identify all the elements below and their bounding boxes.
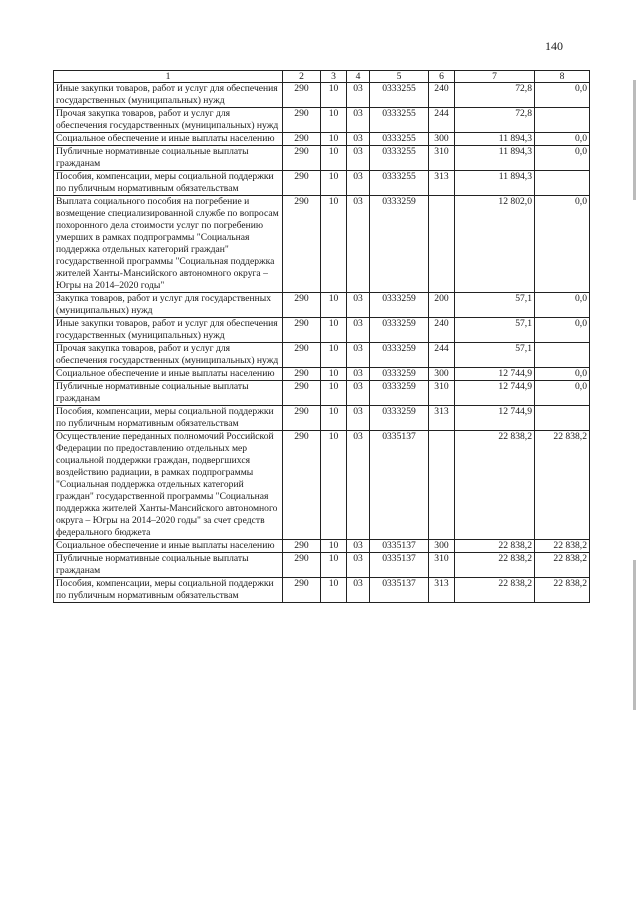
admin-code-cell: 290 bbox=[283, 171, 321, 196]
admin-code-cell: 290 bbox=[283, 196, 321, 293]
target-article-cell: 0333259 bbox=[370, 381, 429, 406]
section-cell: 10 bbox=[321, 578, 347, 603]
column-header-2: 2 bbox=[283, 71, 321, 83]
target-article-cell: 0335137 bbox=[370, 431, 429, 540]
amount-cell: 12 744,9 bbox=[455, 381, 535, 406]
budget-table bbox=[53, 70, 590, 603]
subsection-cell: 03 bbox=[347, 406, 370, 431]
subsection-cell: 03 bbox=[347, 381, 370, 406]
table-body bbox=[54, 83, 590, 603]
subvention-amount-cell: 22 838,2 bbox=[535, 578, 590, 603]
target-article-cell: 0333259 bbox=[370, 343, 429, 368]
row-name-cell: Пособия, компенсации, меры социальной поддержки по публичным нормативным обязательствам bbox=[54, 578, 283, 603]
table-row bbox=[54, 146, 590, 171]
row-name-cell: Социальное обеспечение и иные выплаты населению bbox=[54, 368, 283, 381]
section-cell: 10 bbox=[321, 293, 347, 318]
subsection-cell: 03 bbox=[347, 171, 370, 196]
subvention-amount-cell: 22 838,2 bbox=[535, 431, 590, 540]
subsection-cell: 03 bbox=[347, 133, 370, 146]
subsection-cell: 03 bbox=[347, 553, 370, 578]
scan-edge-mark bbox=[633, 560, 636, 710]
expense-type-cell bbox=[429, 431, 455, 540]
subvention-amount-cell bbox=[535, 108, 590, 133]
section-cell: 10 bbox=[321, 196, 347, 293]
column-header-6: 6 bbox=[429, 71, 455, 83]
admin-code-cell: 290 bbox=[283, 146, 321, 171]
target-article-cell: 0333259 bbox=[370, 196, 429, 293]
subvention-amount-cell: 0,0 bbox=[535, 293, 590, 318]
admin-code-cell: 290 bbox=[283, 83, 321, 108]
table-row bbox=[54, 108, 590, 133]
row-name-cell: Осуществление переданных полномочий Российской Федерации по предоставлению отдельных мер социальной поддержки граждан, подвергшихся воздействию радиации, в рамках подпрограммы "Социальная поддержка отдельных категорий граждан" государственной программы "Социальная поддержка жителей Ханты-Мансийского автономного округа – Югры на 2014–2020 годы" за счет средств федерального бюджета bbox=[54, 431, 283, 540]
admin-code-cell: 290 bbox=[283, 318, 321, 343]
row-name-cell: Прочая закупка товаров, работ и услуг для обеспечения государственных (муниципальных) нужд bbox=[54, 343, 283, 368]
amount-cell: 12 744,9 bbox=[455, 406, 535, 431]
table-row bbox=[54, 431, 590, 540]
target-article-cell: 0333259 bbox=[370, 406, 429, 431]
target-article-cell: 0333255 bbox=[370, 171, 429, 196]
expense-type-cell: 300 bbox=[429, 540, 455, 553]
subsection-cell: 03 bbox=[347, 343, 370, 368]
table-row bbox=[54, 406, 590, 431]
scan-edge-mark bbox=[633, 80, 636, 200]
column-header-4: 4 bbox=[347, 71, 370, 83]
target-article-cell: 0335137 bbox=[370, 540, 429, 553]
section-cell: 10 bbox=[321, 540, 347, 553]
expense-type-cell: 313 bbox=[429, 171, 455, 196]
expense-type-cell: 313 bbox=[429, 406, 455, 431]
row-name-cell: Пособия, компенсации, меры социальной поддержки по публичным нормативным обязательствам bbox=[54, 171, 283, 196]
admin-code-cell: 290 bbox=[283, 293, 321, 318]
amount-cell: 22 838,2 bbox=[455, 553, 535, 578]
table-row bbox=[54, 133, 590, 146]
table-row bbox=[54, 293, 590, 318]
amount-cell: 72,8 bbox=[455, 108, 535, 133]
column-header-8: 8 bbox=[535, 71, 590, 83]
row-name-cell: Пособия, компенсации, меры социальной поддержки по публичным нормативным обязательствам bbox=[54, 406, 283, 431]
amount-cell: 12 802,0 bbox=[455, 196, 535, 293]
expense-type-cell: 310 bbox=[429, 146, 455, 171]
subvention-amount-cell: 22 838,2 bbox=[535, 553, 590, 578]
subvention-amount-cell: 22 838,2 bbox=[535, 540, 590, 553]
section-cell: 10 bbox=[321, 146, 347, 171]
subvention-amount-cell: 0,0 bbox=[535, 133, 590, 146]
table-row bbox=[54, 540, 590, 553]
subvention-amount-cell: 0,0 bbox=[535, 318, 590, 343]
row-name-cell: Иные закупки товаров, работ и услуг для обеспечения государственных (муниципальных) нужд bbox=[54, 83, 283, 108]
admin-code-cell: 290 bbox=[283, 133, 321, 146]
section-cell: 10 bbox=[321, 318, 347, 343]
admin-code-cell: 290 bbox=[283, 578, 321, 603]
row-name-cell: Закупка товаров, работ и услуг для государственных (муниципальных) нужд bbox=[54, 293, 283, 318]
section-cell: 10 bbox=[321, 83, 347, 108]
expense-type-cell: 310 bbox=[429, 553, 455, 578]
expense-type-cell: 240 bbox=[429, 318, 455, 343]
amount-cell: 22 838,2 bbox=[455, 431, 535, 540]
table-row bbox=[54, 196, 590, 293]
section-cell: 10 bbox=[321, 133, 347, 146]
amount-cell: 11 894,3 bbox=[455, 171, 535, 196]
amount-cell: 57,1 bbox=[455, 293, 535, 318]
table-row bbox=[54, 381, 590, 406]
subvention-amount-cell: 0,0 bbox=[535, 146, 590, 171]
section-cell: 10 bbox=[321, 431, 347, 540]
amount-cell: 22 838,2 bbox=[455, 578, 535, 603]
expense-type-cell: 313 bbox=[429, 578, 455, 603]
row-name-cell: Публичные нормативные социальные выплаты гражданам bbox=[54, 553, 283, 578]
page-number: 140 bbox=[545, 39, 563, 53]
subvention-amount-cell bbox=[535, 343, 590, 368]
amount-cell: 22 838,2 bbox=[455, 540, 535, 553]
amount-cell: 11 894,3 bbox=[455, 133, 535, 146]
amount-cell: 57,1 bbox=[455, 318, 535, 343]
expense-type-cell: 200 bbox=[429, 293, 455, 318]
column-header-5: 5 bbox=[370, 71, 429, 83]
expense-type-cell: 240 bbox=[429, 83, 455, 108]
row-name-cell: Публичные нормативные социальные выплаты гражданам bbox=[54, 381, 283, 406]
target-article-cell: 0333255 bbox=[370, 133, 429, 146]
column-header-1: 1 bbox=[54, 71, 283, 83]
column-header-7: 7 bbox=[455, 71, 535, 83]
admin-code-cell: 290 bbox=[283, 108, 321, 133]
amount-cell: 72,8 bbox=[455, 83, 535, 108]
row-name-cell: Социальное обеспечение и иные выплаты населению bbox=[54, 133, 283, 146]
expense-type-cell: 244 bbox=[429, 108, 455, 133]
row-name-cell: Иные закупки товаров, работ и услуг для обеспечения государственных (муниципальных) нужд bbox=[54, 318, 283, 343]
subsection-cell: 03 bbox=[347, 108, 370, 133]
target-article-cell: 0333255 bbox=[370, 83, 429, 108]
table-row bbox=[54, 171, 590, 196]
expense-type-cell bbox=[429, 196, 455, 293]
subsection-cell: 03 bbox=[347, 318, 370, 343]
target-article-cell: 0333255 bbox=[370, 108, 429, 133]
subsection-cell: 03 bbox=[347, 196, 370, 293]
target-article-cell: 0335137 bbox=[370, 578, 429, 603]
subsection-cell: 03 bbox=[347, 293, 370, 318]
target-article-cell: 0335137 bbox=[370, 553, 429, 578]
table-row bbox=[54, 578, 590, 603]
subsection-cell: 03 bbox=[347, 578, 370, 603]
row-name-cell: Социальное обеспечение и иные выплаты населению bbox=[54, 540, 283, 553]
target-article-cell: 0333259 bbox=[370, 318, 429, 343]
subvention-amount-cell bbox=[535, 171, 590, 196]
admin-code-cell: 290 bbox=[283, 553, 321, 578]
target-article-cell: 0333259 bbox=[370, 368, 429, 381]
subsection-cell: 03 bbox=[347, 83, 370, 108]
expense-type-cell: 300 bbox=[429, 368, 455, 381]
subvention-amount-cell: 0,0 bbox=[535, 381, 590, 406]
subvention-amount-cell: 0,0 bbox=[535, 368, 590, 381]
admin-code-cell: 290 bbox=[283, 381, 321, 406]
table-row bbox=[54, 343, 590, 368]
amount-cell: 57,1 bbox=[455, 343, 535, 368]
subsection-cell: 03 bbox=[347, 368, 370, 381]
amount-cell: 12 744,9 bbox=[455, 368, 535, 381]
subvention-amount-cell: 0,0 bbox=[535, 196, 590, 293]
row-name-cell: Публичные нормативные социальные выплаты гражданам bbox=[54, 146, 283, 171]
amount-cell: 11 894,3 bbox=[455, 146, 535, 171]
table-row bbox=[54, 318, 590, 343]
row-name-cell: Прочая закупка товаров, работ и услуг для обеспечения государственных (муниципальных) нужд bbox=[54, 108, 283, 133]
section-cell: 10 bbox=[321, 368, 347, 381]
expense-type-cell: 310 bbox=[429, 381, 455, 406]
subsection-cell: 03 bbox=[347, 540, 370, 553]
column-header-3: 3 bbox=[321, 71, 347, 83]
row-name-cell: Выплата социального пособия на погребение и возмещение специализированной службе по вопросам похоронного дела стоимости услуг по погребению умерших в рамках подпрограммы "Социальная поддержка отдельных категорий граждан" государственной программы "Социальная поддержка жителей Ханты-Мансийского автономного округа – Югры на 2014–2020 годы" bbox=[54, 196, 283, 293]
subvention-amount-cell bbox=[535, 406, 590, 431]
section-cell: 10 bbox=[321, 171, 347, 196]
table-row bbox=[54, 553, 590, 578]
subvention-amount-cell: 0,0 bbox=[535, 83, 590, 108]
section-cell: 10 bbox=[321, 108, 347, 133]
admin-code-cell: 290 bbox=[283, 431, 321, 540]
admin-code-cell: 290 bbox=[283, 540, 321, 553]
subsection-cell: 03 bbox=[347, 146, 370, 171]
expense-type-cell: 244 bbox=[429, 343, 455, 368]
expense-type-cell: 300 bbox=[429, 133, 455, 146]
target-article-cell: 0333255 bbox=[370, 146, 429, 171]
section-cell: 10 bbox=[321, 381, 347, 406]
section-cell: 10 bbox=[321, 343, 347, 368]
table-row bbox=[54, 368, 590, 381]
table-row bbox=[54, 83, 590, 108]
target-article-cell: 0333259 bbox=[370, 293, 429, 318]
subsection-cell: 03 bbox=[347, 431, 370, 540]
admin-code-cell: 290 bbox=[283, 343, 321, 368]
section-cell: 10 bbox=[321, 406, 347, 431]
admin-code-cell: 290 bbox=[283, 368, 321, 381]
section-cell: 10 bbox=[321, 553, 347, 578]
admin-code-cell: 290 bbox=[283, 406, 321, 431]
table-header-row bbox=[54, 71, 590, 83]
